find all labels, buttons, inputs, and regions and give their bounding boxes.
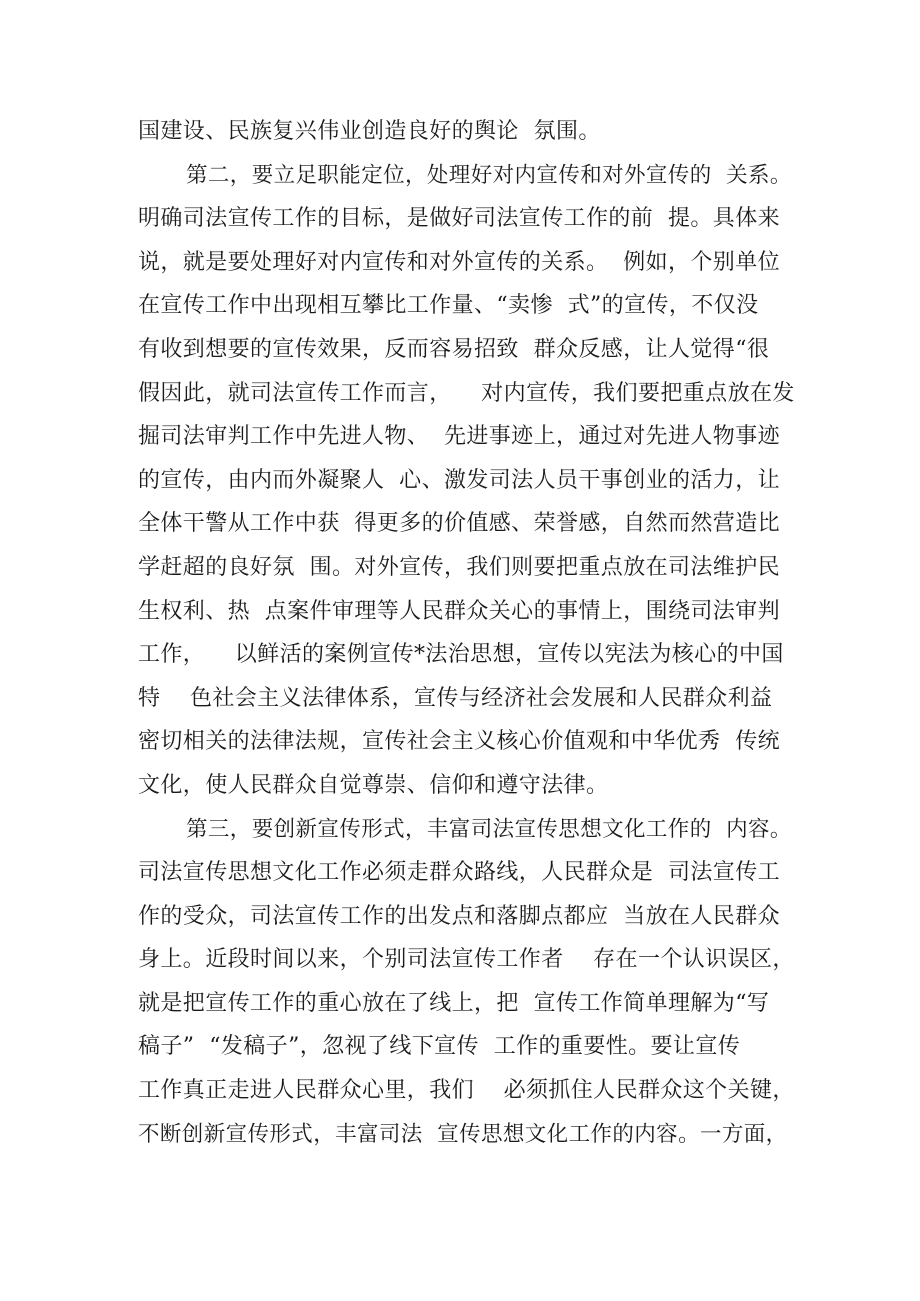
text-line: 稿子” “发稿子”，忽视了线下宣传 工作的重要性。要让宣传 [138, 1034, 741, 1060]
text-line: 身上。近段时间以来，个别司法宣传工作者 存在一个认识误区， [138, 947, 795, 973]
text-line: 说，就是要处理好对内宣传和对外宣传的关系。 例如，个别单位 [138, 249, 780, 275]
document-body [138, 110, 798, 1156]
text-line: 明确司法宣传工作的目标，是做好司法宣传工作的前 提。具体来 [138, 206, 780, 232]
text-line: 不断创新宣传形式，丰富司法 宣传思想文化工作的内容。一方面， [138, 1121, 788, 1147]
text-line: 文化，使人民群众自觉尊崇、信仰和遵守法律。 [138, 772, 609, 798]
text-line: 特 色社会主义法律体系，宣传与经济社会发展和人民群众利益 [138, 685, 773, 711]
text-line: 假因此，就司法宣传工作而言， 对内宣传，我们要把重点放在发 [138, 380, 795, 406]
text-line: 掘司法审判工作中先进人物、 先进事迹上，通过对先进人物事迹 [138, 424, 780, 450]
paragraph-heading-second: 第二，要立足职能定位，处理好对内宣传和对外宣传的 关系。 [186, 162, 792, 188]
text-line: 有收到想要的宣传效果，反而容易招致 群众反感，让人觉得“很 [138, 336, 770, 362]
paragraph-heading-third: 第三，要创新宣传形式，丰富司法宣传思想文化工作的 内容。 [186, 816, 792, 842]
text-line: 全体干警从工作中获 得更多的价值感、荣誉感，自然而然营造比 [138, 511, 780, 537]
text-line: 在宣传工作中出现相互攀比工作量、“卖惨 式”的宣传，不仅没 [138, 293, 759, 319]
text-line: 工作真正走进人民群众心里，我们 必须抓住人民群众这个关键， [138, 1078, 795, 1104]
text-line: 的宣传，由内而外凝聚人 心、激发司法人员干事创业的活力，让 [138, 467, 780, 493]
text-line: 密切相关的法律法规，宣传社会主义核心价值观和中华优秀 传统 [138, 729, 780, 755]
text-line: 学赶超的良好氛 围。对外宣传，我们则要把重点放在司法维护民 [138, 554, 780, 580]
text-line: 就是把宣传工作的重心放在了线上，把 宣传工作简单理解为“写 [138, 990, 770, 1016]
text-line: 生权利、热 点案件审理等人民群众关心的事情上，围绕司法审判 [138, 598, 780, 624]
text-line: 国建设、民族复兴伟业创造良好的舆论 氛围。 [138, 119, 601, 144]
text-line: 司法宣传思想文化工作必须走群众路线，人民群众是 司法宣传工 [138, 860, 780, 886]
text-line: 作的受众，司法宣传工作的出发点和落脚点都应 当放在人民群众 [138, 903, 780, 929]
text-line: 工作， 以鲜活的案例宣传*法治思想，宣传以宪法为核心的中国 [138, 642, 784, 668]
